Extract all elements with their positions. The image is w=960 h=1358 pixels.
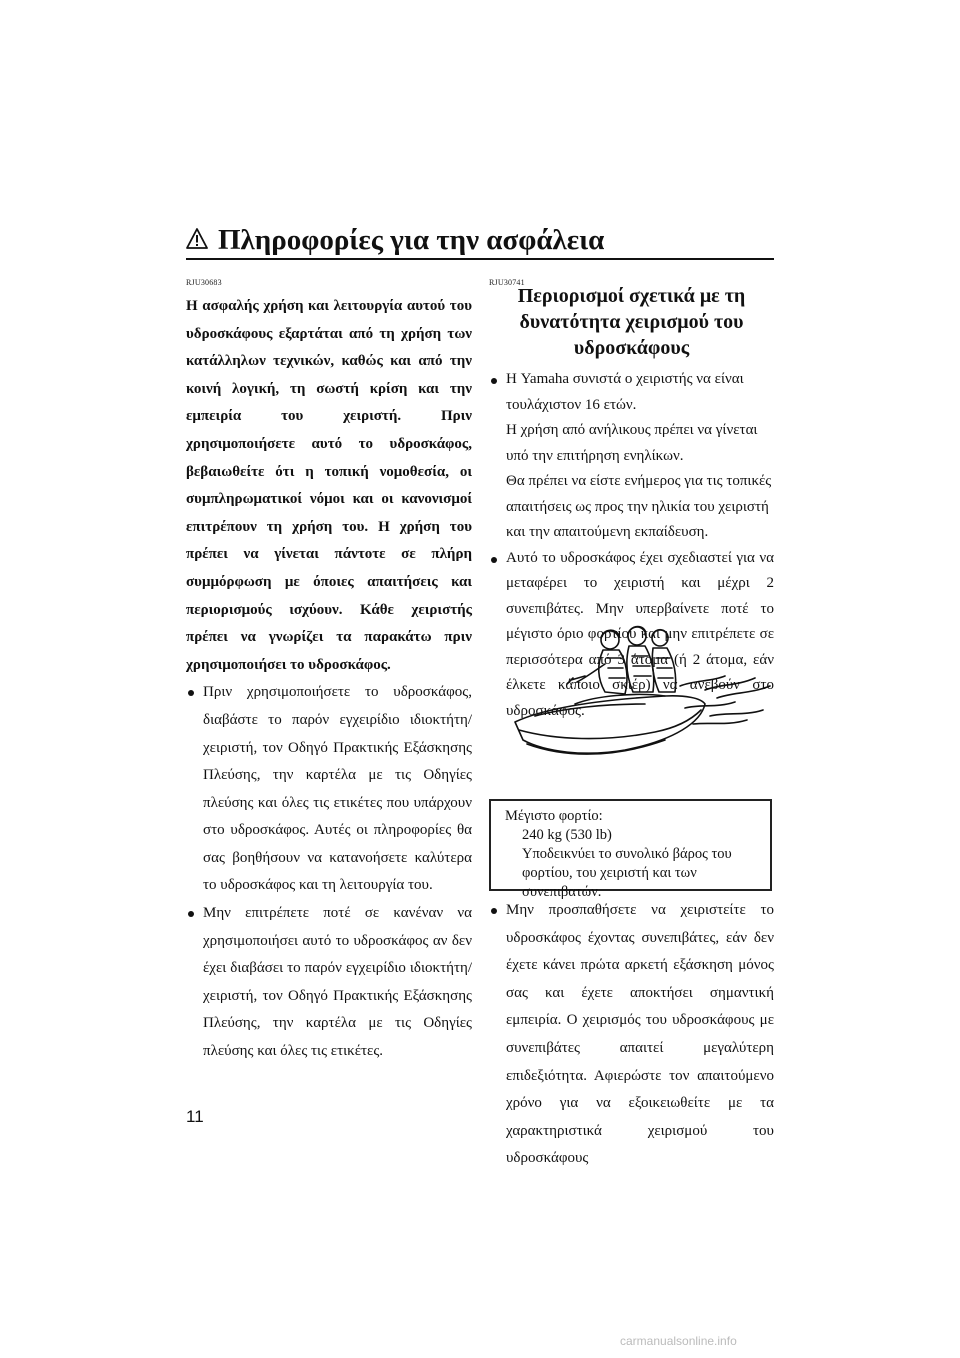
left-bullet-list xyxy=(186,679,472,1065)
list-item-text: Η Yamaha συνιστά ο χειριστής να είναι τουλάχιστον 16 ετών. Η χρήση από ανήλικους πρέπει να γίνεται υπό την επιτήρηση ενηλίκων. Θα πρέπει να είστε ενήμερος για τις τοπικές απαιτήσεις ως προς την ηλικία του χειριστή και την απαιτούμενη εκπαίδευση. xyxy=(506,371,772,540)
bullet-icon xyxy=(491,378,497,384)
page-number: 11 xyxy=(186,1107,204,1126)
max-load-value: 240 kg (530 lb) xyxy=(522,827,612,843)
right-column-continued xyxy=(489,897,774,1173)
max-load-label: Μέγιστο φορτίο: xyxy=(505,808,603,824)
list-item-text: Αυτό το υδροσκάφος έχει σχεδιαστεί για να μεταφέρει το χειριστή και μέχρι 2 συνεπιβάτες. Μην υπερβαίνετε ποτέ το μέγιστο όριο φορτίου και μην επιτρέπετε σε περισσότερα από 3 άτομα (ή 2 άτομα, εάν έλκετε κάποιο σκιέρ) να ανεβούν στο υδροσκάφος. xyxy=(506,549,774,719)
intro-paragraph: Η ασφαλής χρήση και λειτουργία αυτού του υδροσκάφους εξαρτάται από τη χρήση των κατάλληλων τεχνικών, καθώς και από την κοινή λογική, τη σωστή κρίση και την εμπειρία του χειριστή. Πριν χρησιμοποιήσετε αυτό το υδροσκάφος, βεβαιωθείτε ότι η τοπική νομοθεσία, οι συμπληρωματικοί νόμοι και οι κανονισμοί επιτρέπουν τη χρήση του. Η χρήση του πρέπει να γίνεται πάντοτε σε πλήρη συμμόρφωση με όποιες απαιτήσεις και περιορισμούς ισχύουν. Κάθε χειριστής πρέπει να γνωρίζει τα παρακάτω πριν χρησιμοποιήσει το υδροσκάφος. xyxy=(186,298,472,673)
list-item xyxy=(186,900,472,1066)
footer-watermark: carmanualsonline.info xyxy=(620,1334,737,1348)
page-header-title: Πληροφορίες για την ασφάλεια xyxy=(218,224,605,256)
list-item xyxy=(489,897,774,1173)
bullet-icon xyxy=(188,690,194,696)
max-load-note: Υποδεικνύει το συνολικό βάρος του φορτίου, του χειριστή και των συνεπιβατών. xyxy=(522,846,732,900)
page-header xyxy=(186,226,774,260)
list-item xyxy=(186,679,472,900)
list-item-text: Πριν χρησιμοποιήσετε το υδροσκάφος, διαβάστε το παρόν εγχειρίδιο ιδιοκτήτη/χειριστή, τον Οδηγό Πρακτικής Εξάσκησης Πλεύσης, την καρτέλα με τις Οδηγίες πλεύσης και όλες τις ετικέτες που υπάρχουν στο υδροσκάφος. Αυτές οι πληροφορίες θα σας βοηθήσουν να κατανοήσετε καλύτερα το υδροσκάφος και τη λειτουργία του. xyxy=(203,684,472,894)
list-item xyxy=(489,367,774,546)
max-load-box xyxy=(489,799,772,900)
list-item-text: Μην προσπαθήσετε να χειριστείτε το υδροσκάφος έχοντας συνεπιβάτες, εάν δεν έχετε κάνει πρώτα αρκετή εξάσκηση μόνος σας και έχετε αποκτήσει σημαντική εμπειρία. Ο χειρισμός του υδροσκάφους με συνεπιβάτες απαιτεί μεγαλύτερη επιδεξιότητα. Αφιερώστε τον απαιτούμενο χρόνο για να εξοικειωθείτε με τα χαρακτηριστικά χειρισμού του υδροσκάφους xyxy=(506,902,774,1167)
list-item-text: Μην επιτρέπετε ποτέ σε κανέναν να χρησιμοποιήσει αυτό το υδροσκάφος αν δεν έχει διαβάσει το παρόν εγχειρίδιο ιδιοκτήτη/χειριστή, τον Οδηγό Πρακτικής Εξάσκησης Πλεύσης, την καρτέλα με τις Οδηγίες πλεύσης και όλες τις ετικέτες. xyxy=(203,905,472,1060)
watercraft-riders-illustration xyxy=(505,612,780,772)
section-title: Περιορισμοί σχετικά με τη δυνατότητα χειρισμού του υδροσκάφους xyxy=(517,285,746,359)
section-code-left: RJU30683 xyxy=(186,278,222,287)
bullet-icon xyxy=(188,911,194,917)
warning-triangle-icon xyxy=(186,228,208,250)
left-column xyxy=(186,293,472,1066)
bullet-icon xyxy=(491,557,497,563)
bullet-icon xyxy=(491,908,497,914)
right-bullet-list-2 xyxy=(489,897,774,1173)
section-code-right: RJU30741 xyxy=(489,278,525,287)
